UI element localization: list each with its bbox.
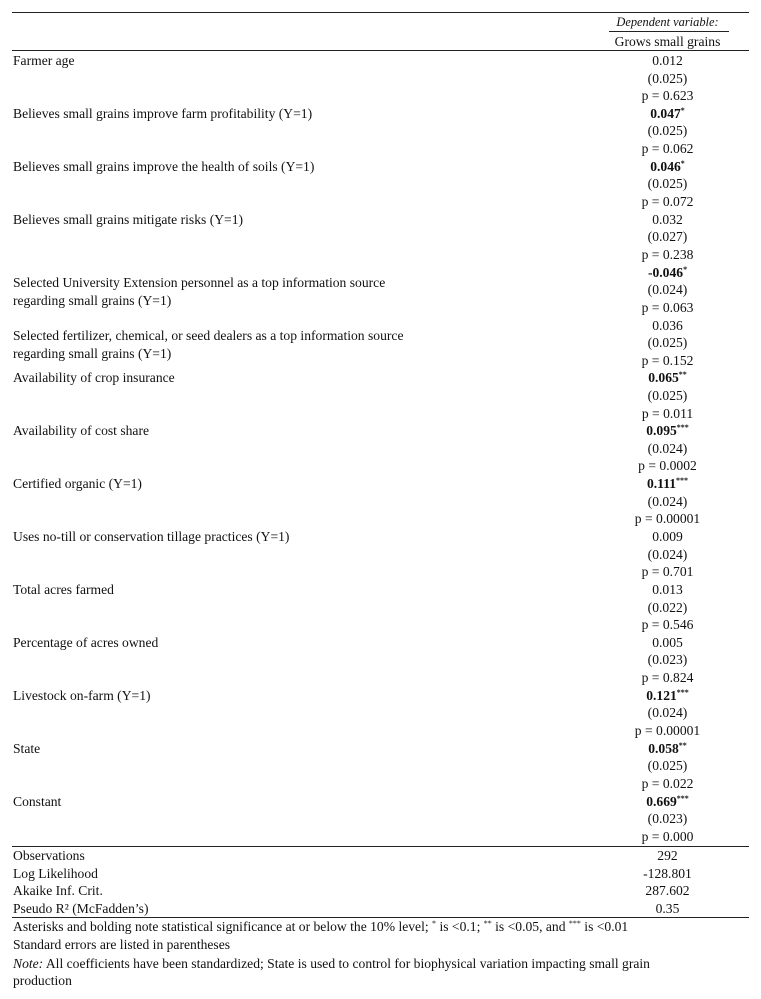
stat-label: Akaike Inf. Crit. bbox=[13, 883, 103, 899]
top-rule bbox=[12, 12, 749, 13]
p-value: p = 0.623 bbox=[641, 88, 694, 104]
dependent-variable-label: Dependent variable : bbox=[560, 14, 761, 31]
p-value: p = 0.00001 bbox=[634, 722, 701, 738]
row-label: State bbox=[13, 740, 41, 756]
row-label: Uses no-till or conservation tillage practices (Y=1) bbox=[13, 529, 290, 545]
standard-errors-note: Standard errors are listed in parentheses bbox=[13, 937, 231, 952]
row-label: Total acres farmed bbox=[13, 582, 114, 597]
coefficient-value: 0.669*** bbox=[646, 793, 689, 809]
coefficient-value: 0.036 bbox=[652, 317, 683, 333]
standard-error: (0.025) bbox=[647, 335, 688, 351]
coefficient-cell bbox=[560, 369, 761, 422]
coefficient-value: 0.046* bbox=[650, 158, 685, 174]
p-value: p = 0.022 bbox=[641, 775, 694, 791]
standard-error: (0.025) bbox=[647, 387, 688, 403]
coefficient-value: 0.009 bbox=[652, 529, 683, 545]
row-label: Selected University Extension personnel as a top information source regarding small grains (Y=1) bbox=[13, 274, 386, 308]
significance-stars: *** bbox=[676, 687, 689, 697]
coefficient-value: 0.095*** bbox=[646, 423, 689, 439]
standard-error: (0.025) bbox=[647, 123, 688, 139]
standard-error: (0.025) bbox=[647, 176, 688, 192]
coefficient-value: 0.065** bbox=[648, 370, 687, 386]
p-value: p = 0.0002 bbox=[638, 458, 697, 474]
p-value: p = 0.072 bbox=[641, 193, 694, 209]
stat-value: -128.801 bbox=[643, 865, 692, 881]
row-label: Believes small grains improve farm profitability (Y=1) bbox=[13, 105, 313, 121]
p-value: p = 0.701 bbox=[641, 564, 694, 580]
coefficient-value: 0.111*** bbox=[646, 476, 689, 492]
significance-stars: * bbox=[680, 158, 685, 168]
p-value: p = 0.063 bbox=[641, 299, 694, 315]
significance-stars: *** bbox=[676, 476, 689, 486]
standard-error: (0.025) bbox=[647, 70, 688, 86]
row-label: Availability of crop insurance bbox=[13, 370, 175, 386]
significance-stars: *** bbox=[676, 793, 689, 803]
standardization-note: Note: All coefficients have been standardized; State is used to control for biophysical variation impacting small grain production bbox=[13, 956, 650, 988]
stat-label: Log Likelihood bbox=[13, 865, 98, 881]
coefficient-cell bbox=[560, 581, 761, 634]
coefficient-cell bbox=[560, 475, 761, 528]
standard-error: (0.022) bbox=[647, 599, 688, 615]
row-label: Availability of cost share bbox=[13, 423, 150, 439]
standard-error: (0.023) bbox=[647, 652, 688, 668]
significance-stars: ** bbox=[678, 740, 687, 750]
p-value: p = 0.152 bbox=[641, 352, 694, 368]
coefficient-value: 0.058** bbox=[648, 740, 687, 756]
coefficient-cell bbox=[560, 528, 761, 581]
coefficient-cell bbox=[560, 422, 761, 475]
stat-label: Observations bbox=[13, 848, 85, 863]
significance-stars: * bbox=[680, 105, 685, 115]
header-subrule bbox=[609, 31, 729, 32]
standard-error: (0.024) bbox=[647, 440, 688, 456]
row-label: Believes small grains mitigate risks (Y=1) bbox=[13, 211, 244, 227]
coefficient-cell bbox=[560, 317, 761, 370]
p-value: p = 0.238 bbox=[641, 246, 694, 262]
standard-error: (0.024) bbox=[647, 282, 688, 298]
standard-error: (0.027) bbox=[647, 229, 688, 245]
row-label: Certified organic (Y=1) bbox=[13, 476, 142, 492]
p-value: p = 0.00001 bbox=[634, 511, 701, 527]
header-rule bbox=[12, 50, 749, 51]
coefficient-cell bbox=[560, 52, 761, 105]
row-label: Farmer age bbox=[13, 53, 75, 68]
coefficient-cell bbox=[560, 105, 761, 158]
p-value: p = 0.062 bbox=[641, 141, 694, 157]
coefficient-value: 0.012 bbox=[652, 53, 683, 68]
stat-value: 0.35 bbox=[655, 900, 680, 916]
p-value: p = 0.546 bbox=[641, 617, 694, 633]
significance-stars: *** bbox=[676, 423, 689, 433]
coefficient-cell bbox=[560, 634, 761, 687]
p-value: p = 0.824 bbox=[641, 670, 694, 686]
coefficient-cell bbox=[560, 211, 761, 264]
standard-error: (0.023) bbox=[647, 811, 688, 827]
coefficient-value: 0.013 bbox=[652, 582, 683, 597]
stat-value: 292 bbox=[657, 848, 678, 863]
stat-label: Pseudo R² (McFadden’s) bbox=[13, 900, 149, 916]
significance-stars: * bbox=[683, 264, 688, 274]
coefficient-cell bbox=[560, 264, 761, 317]
column-header: Grows small grains bbox=[614, 34, 721, 49]
standard-error: (0.025) bbox=[647, 758, 688, 774]
coefficient-value: -0.046* bbox=[647, 264, 688, 280]
stat-value: 287.602 bbox=[645, 883, 690, 899]
coefficient-value: 0.005 bbox=[652, 634, 683, 650]
significance-stars: ** bbox=[678, 370, 687, 380]
standard-error: (0.024) bbox=[647, 493, 688, 509]
p-value: p = 0.011 bbox=[641, 405, 694, 421]
p-value: p = 0.000 bbox=[641, 828, 694, 844]
row-label: Livestock on-farm (Y=1) bbox=[13, 687, 151, 703]
standard-error: (0.024) bbox=[647, 705, 688, 721]
coefficient-value: 0.032 bbox=[652, 211, 683, 227]
coefficient-value: 0.047* bbox=[650, 105, 685, 121]
row-label: Constant bbox=[13, 793, 62, 809]
coefficient-value: 0.121*** bbox=[646, 687, 689, 703]
coefficient-cell bbox=[560, 158, 761, 211]
row-label: Believes small grains improve the health of soils (Y=1) bbox=[13, 158, 315, 174]
row-label: Percentage of acres owned bbox=[13, 634, 159, 650]
coefficient-cell bbox=[560, 793, 761, 846]
significance-note: Asterisks and bolding note statistical significance at or below the 10% level; * is <0.1; ** is <0.05, and *** is <0.01 bbox=[13, 919, 629, 934]
row-label: Selected fertilizer, chemical, or seed dealers as a top information source regarding small grains (Y=1) bbox=[13, 327, 404, 361]
coefficient-cell bbox=[560, 740, 761, 793]
coefficient-cell bbox=[560, 687, 761, 740]
standard-error: (0.024) bbox=[647, 546, 688, 562]
